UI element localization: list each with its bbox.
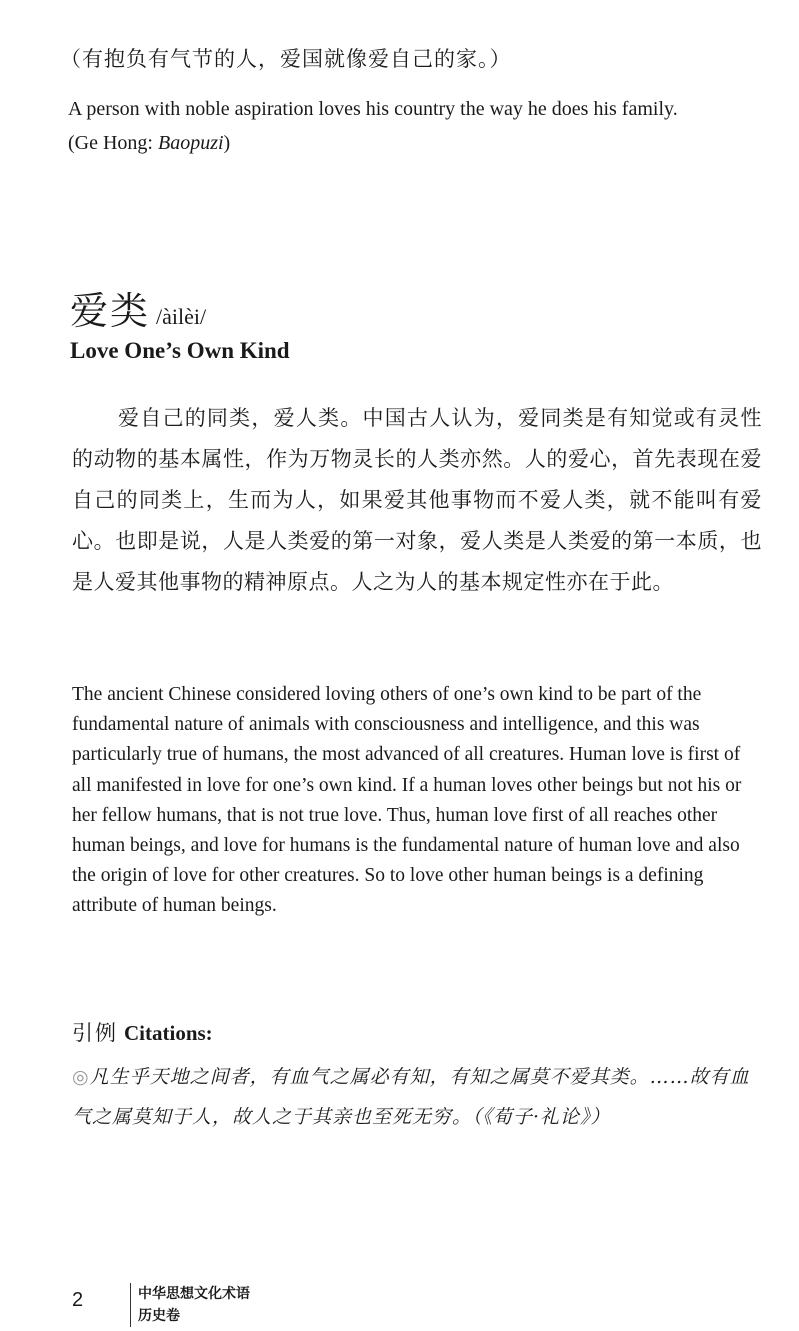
term-chinese: 爱类 [70,289,151,333]
citation-quote [72,1057,767,1137]
previous-quote-english [68,92,768,160]
footer-volume: 历史卷 [138,1308,180,1324]
term-english: Love One’s Own Kind [70,338,290,363]
page-number: 2 [72,1289,84,1311]
footer-book-info [138,1283,338,1327]
previous-quote-source-prefix: (Ge Hong: [68,132,158,154]
previous-quote-chinese: （有抱负有气节的人，爱国就像爱自己的家。） [60,47,512,71]
previous-quote-source-suffix: ) [223,132,231,154]
term-pinyin: /àilèi/ [156,304,207,329]
citation-quote-text: 凡生乎天地之间者，有血气之属必有知，有知之属莫不爱其类。……故有血气之属莫知于人，故人之于其亲也至死无穷。（《荀子·礼论》） [72,1066,750,1128]
previous-quote-text: A person with noble aspiration loves his country the way he does his family. [68,98,678,120]
citation-marker-icon: ◎ [72,1066,90,1088]
citations-heading [72,1017,213,1047]
previous-quote-source-title: Baopuzi [157,132,224,154]
citations-heading-chinese: 引例 [72,1021,118,1045]
footer-book-title: 中华思想文化术语 [138,1286,250,1302]
definition-chinese: 爱自己的同类，爱人类。中国古人认为，爱同类是有知觉或有灵性的动物的基本属性，作为万物灵长的人类亦然。人的爱心，首先表现在爱自己的同类上，生而为人，如果爱其他事物而不爱人类，就不能叫有爱心。也即是说，人是人类爱的第一对象，爱人类是人类爱的第一本质，也是人爱其他事物的精神原点。人之为人的基本规定性亦在于此。 [72,406,762,594]
footer-divider [130,1283,131,1327]
citations-heading-english: Citations: [124,1021,213,1045]
term-heading [70,280,206,335]
definition-english: The ancient Chinese considered loving others of one’s own kind to be part of the fundamental nature of animals with consciousness and intelligence, and this was particularly true of humans, the most advanced of all creatures. Human love is first of all manifested in love for one’s own kind. If a human loves other beings but not his or her fellow humans, that is not true love. Thus, human love first of all reaches other human beings, and love for humans is the fundamental nature of human love and also the origin of love for other creatures. So to love other human beings is a defining attribute of human beings. [72,684,742,917]
